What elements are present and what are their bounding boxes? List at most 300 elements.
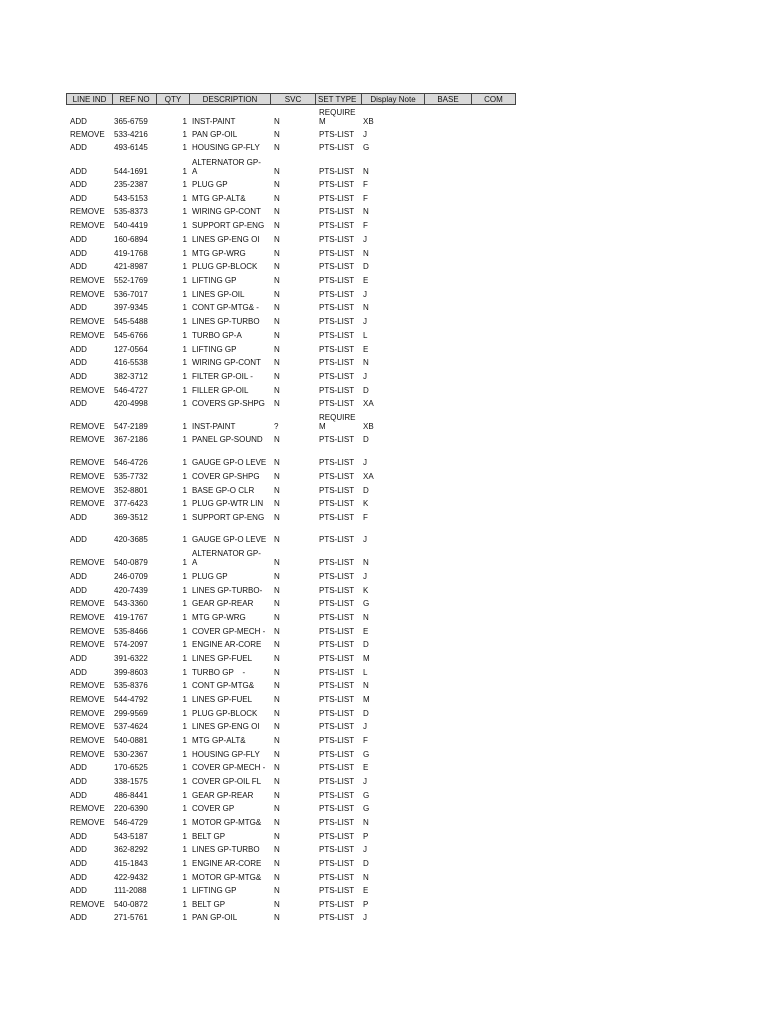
cell-display-note: D — [363, 640, 369, 649]
cell-qty: 1 — [182, 235, 187, 244]
cell-display-note: G — [363, 804, 370, 813]
cell-ref-no: 416-5538 — [114, 358, 148, 367]
cell-display-note: P — [363, 900, 369, 909]
cell-description: PLUG GP-BLOCK — [192, 262, 258, 271]
cell-description: BELT GP — [192, 900, 226, 909]
cell-line-ind: ADD — [70, 654, 87, 663]
cell-description: LINES GP-TURBO- — [192, 586, 263, 595]
cell-qty: 1 — [182, 709, 187, 718]
table-row — [0, 321, 768, 340]
cell-line-ind: ADD — [70, 194, 87, 203]
cell-set-type: REQUIRE M — [319, 108, 356, 126]
cell-ref-no: 546-4726 — [114, 458, 148, 467]
cell-ref-no: 536-7017 — [114, 290, 148, 299]
table-row — [0, 876, 768, 895]
cell-display-note: K — [363, 586, 369, 595]
header-display-note: Display Note — [362, 93, 425, 105]
cell-ref-no: 420-7439 — [114, 586, 148, 595]
cell-set-type: PTS-LIST — [319, 791, 355, 800]
cell-line-ind: ADD — [70, 262, 87, 271]
cell-svc: N — [274, 913, 280, 922]
cell-display-note: J — [363, 130, 367, 139]
cell-description: MTG GP-WRG — [192, 613, 246, 622]
cell-display-note: N — [363, 613, 369, 622]
cell-qty: 1 — [182, 207, 187, 216]
cell-description: PLUG GP — [192, 180, 228, 189]
cell-svc: N — [274, 458, 280, 467]
cell-description: GEAR GP-REAR — [192, 791, 254, 800]
cell-qty: 1 — [182, 832, 187, 841]
header-line-ind: LINE IND — [66, 93, 113, 105]
cell-svc: N — [274, 499, 280, 508]
cell-svc: N — [274, 345, 280, 354]
cell-ref-no: 377-6423 — [114, 499, 148, 508]
cell-qty: 1 — [182, 331, 187, 340]
cell-qty: 1 — [182, 458, 187, 467]
cell-line-ind: REMOVE — [70, 818, 105, 827]
cell-description: WIRING GP-CONT — [192, 207, 261, 216]
cell-set-type: PTS-LIST — [319, 303, 355, 312]
cell-line-ind: ADD — [70, 913, 87, 922]
cell-display-note: XA — [363, 472, 374, 481]
table-row — [0, 740, 768, 759]
cell-description: HOUSING GP-FLY — [192, 750, 260, 759]
cell-line-ind: REMOVE — [70, 422, 105, 431]
cell-ref-no: 422-9432 — [114, 873, 148, 882]
cell-description: MTG GP-WRG — [192, 249, 246, 258]
table-row — [0, 170, 768, 189]
cell-ref-no: 535-7732 — [114, 472, 148, 481]
cell-display-note: D — [363, 486, 369, 495]
cell-ref-no: 271-5761 — [114, 913, 148, 922]
cell-set-type: PTS-LIST — [319, 399, 355, 408]
cell-qty: 1 — [182, 262, 187, 271]
cell-ref-no: 415-1843 — [114, 859, 148, 868]
cell-line-ind: REMOVE — [70, 486, 105, 495]
cell-set-type: PTS-LIST — [319, 194, 355, 203]
cell-qty: 1 — [182, 221, 187, 230]
cell-description: PAN GP-OIL — [192, 130, 238, 139]
cell-line-ind: ADD — [70, 167, 87, 176]
cell-description: COVERS GP-SHPG — [192, 399, 265, 408]
cell-set-type: PTS-LIST — [319, 143, 355, 152]
cell-svc: N — [274, 640, 280, 649]
cell-qty: 1 — [182, 873, 187, 882]
cell-qty: 1 — [182, 167, 187, 176]
cell-set-type: PTS-LIST — [319, 818, 355, 827]
cell-set-type: PTS-LIST — [319, 535, 355, 544]
cell-ref-no: 543-5187 — [114, 832, 148, 841]
cell-qty: 1 — [182, 372, 187, 381]
table-row — [0, 589, 768, 608]
cell-description: PANEL GP-SOUND — [192, 435, 263, 444]
cell-set-type: PTS-LIST — [319, 207, 355, 216]
cell-line-ind: ADD — [70, 345, 87, 354]
cell-display-note: J — [363, 913, 367, 922]
cell-ref-no: 420-4998 — [114, 399, 148, 408]
table-row — [0, 462, 768, 481]
cell-line-ind: REMOVE — [70, 900, 105, 909]
cell-display-note: D — [363, 709, 369, 718]
cell-set-type: PTS-LIST — [319, 722, 355, 731]
cell-line-ind: REMOVE — [70, 207, 105, 216]
cell-svc: N — [274, 791, 280, 800]
table-row — [0, 767, 768, 786]
cell-line-ind: REMOVE — [70, 472, 105, 481]
cell-set-type: PTS-LIST — [319, 486, 355, 495]
cell-set-type: PTS-LIST — [319, 640, 355, 649]
cell-svc: N — [274, 873, 280, 882]
cell-svc: N — [274, 167, 280, 176]
cell-display-note: E — [363, 345, 369, 354]
cell-ref-no: 543-3360 — [114, 599, 148, 608]
header-qty: QTY — [157, 93, 190, 105]
cell-description: BASE GP-O CLR — [192, 486, 255, 495]
table-row — [0, 753, 768, 772]
table-row — [0, 157, 768, 176]
table-row — [0, 376, 768, 395]
cell-line-ind: REMOVE — [70, 750, 105, 759]
cell-ref-no: 299-9569 — [114, 709, 148, 718]
cell-set-type: PTS-LIST — [319, 668, 355, 677]
cell-ref-no: 382-3712 — [114, 372, 148, 381]
table-row — [0, 425, 768, 444]
cell-description: FILLER GP-OIL — [192, 386, 249, 395]
cell-ref-no: 544-4792 — [114, 695, 148, 704]
cell-qty: 1 — [182, 399, 187, 408]
cell-svc: N — [274, 207, 280, 216]
cell-ref-no: 367-2186 — [114, 435, 148, 444]
cell-ref-no: 111-2088 — [114, 886, 147, 895]
cell-display-note: J — [363, 535, 367, 544]
cell-ref-no: 220-6390 — [114, 804, 148, 813]
cell-description: MTG GP-ALT& — [192, 194, 246, 203]
cell-svc: N — [274, 235, 280, 244]
cell-line-ind: REMOVE — [70, 331, 105, 340]
cell-ref-no: 535-8466 — [114, 627, 148, 636]
cell-display-note: J — [363, 722, 367, 731]
cell-line-ind: REMOVE — [70, 804, 105, 813]
cell-svc: N — [274, 695, 280, 704]
cell-svc: N — [274, 859, 280, 868]
cell-qty: 1 — [182, 777, 187, 786]
cell-description: LINES GP-TURBO — [192, 845, 260, 854]
cell-ref-no: 127-0564 — [114, 345, 148, 354]
cell-set-type: PTS-LIST — [319, 750, 355, 759]
cell-ref-no: 419-1767 — [114, 613, 148, 622]
cell-display-note: K — [363, 499, 369, 508]
cell-description: GAUGE GP-O LEVE — [192, 458, 267, 467]
cell-svc: N — [274, 435, 280, 444]
cell-set-type: PTS-LIST — [319, 472, 355, 481]
cell-description: LINES GP-FUEL — [192, 695, 253, 704]
cell-set-type: PTS-LIST — [319, 331, 355, 340]
cell-display-note: XB — [363, 422, 374, 431]
cell-set-type: PTS-LIST — [319, 372, 355, 381]
cell-ref-no: 420-3685 — [114, 535, 148, 544]
cell-description: CONT GP-MTG& - — [192, 303, 259, 312]
cell-description: COVER GP-MECH - — [192, 627, 266, 636]
cell-qty: 1 — [182, 130, 187, 139]
cell-qty: 1 — [182, 845, 187, 854]
cell-qty: 1 — [182, 750, 187, 759]
cell-display-note: F — [363, 513, 368, 522]
cell-description: LINES GP-ENG OI — [192, 722, 260, 731]
cell-svc: N — [274, 472, 280, 481]
table-row — [0, 184, 768, 203]
cell-line-ind: REMOVE — [70, 681, 105, 690]
cell-description: LINES GP-FUEL — [192, 654, 253, 663]
table-row — [0, 120, 768, 139]
cell-svc: N — [274, 886, 280, 895]
cell-svc: N — [274, 513, 280, 522]
table-row — [0, 252, 768, 271]
cell-set-type: PTS-LIST — [319, 913, 355, 922]
cell-set-type: PTS-LIST — [319, 586, 355, 595]
cell-display-note: F — [363, 180, 368, 189]
cell-description: LINES GP-ENG OI — [192, 235, 260, 244]
table-row — [0, 548, 768, 567]
cell-ref-no: 421-8987 — [114, 262, 148, 271]
cell-ref-no: 352-8801 — [114, 486, 148, 495]
cell-display-note: D — [363, 859, 369, 868]
cell-set-type: PTS-LIST — [319, 681, 355, 690]
cell-svc: N — [274, 399, 280, 408]
cell-description: COVER GP-MECH - — [192, 763, 266, 772]
cell-line-ind: REMOVE — [70, 558, 105, 567]
cell-set-type: PTS-LIST — [319, 832, 355, 841]
cell-line-ind: ADD — [70, 586, 87, 595]
cell-svc: N — [274, 722, 280, 731]
cell-svc: N — [274, 331, 280, 340]
cell-ref-no: 540-4419 — [114, 221, 148, 230]
cell-set-type: PTS-LIST — [319, 458, 355, 467]
cell-set-type: REQUIRE M — [319, 413, 356, 431]
cell-line-ind: ADD — [70, 372, 87, 381]
cell-set-type: PTS-LIST — [319, 627, 355, 636]
cell-line-ind: REMOVE — [70, 722, 105, 731]
table-row — [0, 133, 768, 152]
cell-qty: 1 — [182, 900, 187, 909]
cell-description: INST-PAINT — [192, 422, 236, 431]
cell-display-note: E — [363, 886, 369, 895]
cell-display-note: N — [363, 358, 369, 367]
cell-ref-no: 545-6766 — [114, 331, 148, 340]
cell-qty: 1 — [182, 586, 187, 595]
cell-qty: 1 — [182, 535, 187, 544]
cell-line-ind: ADD — [70, 180, 87, 189]
cell-display-note: F — [363, 194, 368, 203]
cell-line-ind: ADD — [70, 777, 87, 786]
cell-display-note: J — [363, 458, 367, 467]
cell-svc: N — [274, 317, 280, 326]
table-row — [0, 362, 768, 381]
cell-ref-no: 362-8292 — [114, 845, 148, 854]
cell-display-note: E — [363, 276, 369, 285]
cell-set-type: PTS-LIST — [319, 290, 355, 299]
cell-svc: N — [274, 303, 280, 312]
cell-qty: 1 — [182, 695, 187, 704]
cell-ref-no: 547-2189 — [114, 422, 148, 431]
cell-ref-no: 546-4729 — [114, 818, 148, 827]
table-row — [0, 644, 768, 663]
cell-qty: 1 — [182, 668, 187, 677]
table-row — [0, 630, 768, 649]
header-ref-no: REF NO — [113, 93, 157, 105]
cell-display-note: N — [363, 681, 369, 690]
cell-qty: 1 — [182, 513, 187, 522]
cell-line-ind: ADD — [70, 358, 87, 367]
cell-display-note: L — [363, 331, 368, 340]
cell-display-note: N — [363, 207, 369, 216]
cell-display-note: G — [363, 791, 370, 800]
cell-description: LINES GP-OIL — [192, 290, 245, 299]
table-row — [0, 781, 768, 800]
cell-line-ind: REMOVE — [70, 599, 105, 608]
table-row — [0, 107, 768, 126]
table-row — [0, 348, 768, 367]
cell-qty: 1 — [182, 627, 187, 636]
cell-line-ind: REMOVE — [70, 386, 105, 395]
table-row — [0, 863, 768, 882]
cell-description: INST-PAINT — [192, 117, 236, 126]
cell-svc: N — [274, 535, 280, 544]
cell-description: PLUG GP — [192, 572, 228, 581]
cell-svc: N — [274, 818, 280, 827]
cell-line-ind: ADD — [70, 886, 87, 895]
cell-qty: 1 — [182, 599, 187, 608]
cell-line-ind: REMOVE — [70, 640, 105, 649]
cell-display-note: N — [363, 303, 369, 312]
cell-display-note: M — [363, 695, 370, 704]
cell-svc: N — [274, 194, 280, 203]
cell-description: TURBO GP-A — [192, 331, 242, 340]
cell-display-note: J — [363, 572, 367, 581]
header-set-type: SET TYPE — [316, 93, 362, 105]
table-row — [0, 489, 768, 508]
table-row — [0, 712, 768, 731]
cell-ref-no: 540-0879 — [114, 558, 148, 567]
cell-svc: N — [274, 262, 280, 271]
cell-qty: 1 — [182, 143, 187, 152]
cell-set-type: PTS-LIST — [319, 513, 355, 522]
cell-set-type: PTS-LIST — [319, 886, 355, 895]
table-row — [0, 197, 768, 216]
table-row — [0, 266, 768, 285]
table-row — [0, 525, 768, 544]
cell-display-note: D — [363, 262, 369, 271]
cell-ref-no: 365-6759 — [114, 117, 148, 126]
cell-line-ind: REMOVE — [70, 627, 105, 636]
cell-set-type: PTS-LIST — [319, 777, 355, 786]
cell-qty: 1 — [182, 681, 187, 690]
cell-line-ind: ADD — [70, 873, 87, 882]
cell-line-ind: REMOVE — [70, 130, 105, 139]
cell-qty: 1 — [182, 572, 187, 581]
cell-ref-no: 160-6894 — [114, 235, 148, 244]
cell-set-type: PTS-LIST — [319, 221, 355, 230]
cell-ref-no: 540-0881 — [114, 736, 148, 745]
cell-display-note: J — [363, 372, 367, 381]
cell-set-type: PTS-LIST — [319, 695, 355, 704]
cell-display-note: XA — [363, 399, 374, 408]
cell-svc: N — [274, 276, 280, 285]
cell-svc: N — [274, 486, 280, 495]
cell-description: WIRING GP-CONT — [192, 358, 261, 367]
cell-svc: N — [274, 613, 280, 622]
table-row — [0, 835, 768, 854]
cell-qty: 1 — [182, 613, 187, 622]
cell-svc: N — [274, 804, 280, 813]
cell-svc: N — [274, 221, 280, 230]
cell-line-ind: ADD — [70, 845, 87, 854]
cell-description: MTG GP-ALT& — [192, 736, 246, 745]
cell-set-type: PTS-LIST — [319, 804, 355, 813]
cell-svc: N — [274, 599, 280, 608]
cell-svc: N — [274, 654, 280, 663]
cell-line-ind: REMOVE — [70, 709, 105, 718]
cell-description: PLUG GP-BLOCK — [192, 709, 258, 718]
table-row — [0, 603, 768, 622]
cell-set-type: PTS-LIST — [319, 845, 355, 854]
cell-set-type: PTS-LIST — [319, 499, 355, 508]
cell-set-type: PTS-LIST — [319, 262, 355, 271]
cell-ref-no: 246-0709 — [114, 572, 148, 581]
cell-svc: N — [274, 681, 280, 690]
cell-description: ALTERNATOR GP- A — [192, 549, 261, 567]
cell-svc: N — [274, 763, 280, 772]
cell-display-note: J — [363, 777, 367, 786]
cell-qty: 1 — [182, 486, 187, 495]
cell-display-note: F — [363, 736, 368, 745]
table-row — [0, 576, 768, 595]
cell-description: CONT GP-MTG& — [192, 681, 255, 690]
cell-qty: 1 — [182, 818, 187, 827]
cell-qty: 1 — [182, 117, 187, 126]
cell-description: SUPPORT GP-ENG — [192, 221, 265, 230]
cell-display-note: G — [363, 599, 370, 608]
cell-display-note: D — [363, 435, 369, 444]
cell-display-note: XB — [363, 117, 374, 126]
cell-qty: 1 — [182, 435, 187, 444]
cell-display-note: N — [363, 558, 369, 567]
cell-svc: N — [274, 117, 280, 126]
cell-line-ind: ADD — [70, 572, 87, 581]
cell-display-note: N — [363, 873, 369, 882]
cell-description: LIFTING GP — [192, 345, 237, 354]
cell-display-note: G — [363, 750, 370, 759]
cell-description: LIFTING GP — [192, 886, 237, 895]
cell-set-type: PTS-LIST — [319, 599, 355, 608]
cell-svc: N — [274, 558, 280, 567]
table-row — [0, 726, 768, 745]
cell-ref-no: 535-8376 — [114, 681, 148, 690]
table-row — [0, 562, 768, 581]
cell-set-type: PTS-LIST — [319, 358, 355, 367]
cell-description: FILTER GP-OIL - — [192, 372, 253, 381]
table-row — [0, 503, 768, 522]
cell-svc: N — [274, 736, 280, 745]
cell-display-note: E — [363, 627, 369, 636]
table-row — [0, 225, 768, 244]
cell-qty: 1 — [182, 913, 187, 922]
cell-ref-no: 419-1768 — [114, 249, 148, 258]
table-row — [0, 808, 768, 827]
cell-line-ind: ADD — [70, 399, 87, 408]
cell-set-type: PTS-LIST — [319, 873, 355, 882]
cell-ref-no: 391-6322 — [114, 654, 148, 663]
cell-qty: 1 — [182, 654, 187, 663]
